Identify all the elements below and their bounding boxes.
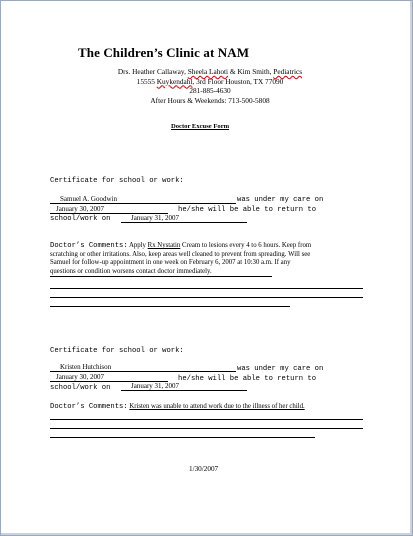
- care-date-1: January 30, 2007: [50, 205, 168, 214]
- certificate-label-2: Certificate for school or work:: [50, 347, 184, 355]
- comment-line4-1: questions or condition worsens contact doctor immediately.: [50, 267, 212, 275]
- patient-name-1: Samuel A. Goodwin: [50, 195, 236, 204]
- care-text-2: was under my care on: [237, 365, 324, 373]
- blank-line-1a: [50, 288, 363, 289]
- comment-rx-1: Rx Nystatin: [147, 242, 181, 249]
- blank-line-2a: [50, 419, 363, 420]
- blank-line-2c: [50, 437, 315, 438]
- doctors-specialty: Pediatrics: [273, 67, 303, 76]
- address-number: 15555: [136, 76, 157, 86]
- form-title: Doctor Excuse Form: [171, 123, 230, 130]
- doctors-prefix: Drs. Heather Callaway,: [117, 67, 188, 76]
- comment-underline-1: [50, 276, 272, 277]
- comments-block-2: [50, 403, 305, 412]
- comment-line3-1: Samuel for follow-up appointment in one week on February 6, 2007 at 10:30 a.m. If any: [50, 259, 291, 266]
- comment-rest-1: Cream to lesions every 4 to 6 hours. Keep from: [180, 242, 312, 249]
- doctors-mid: & Kim Smith,: [228, 67, 274, 76]
- return-prefix-1: school/work on: [50, 215, 111, 223]
- doctor-name-sheela: Sheela Lahoti: [187, 67, 229, 76]
- blank-line-1c: [50, 306, 290, 307]
- comment-line1-2: Kristen was unable to attend work due to the illness of her child.: [129, 403, 305, 410]
- doctors-line: [60, 67, 360, 76]
- comments-block-1: [50, 242, 311, 251]
- comments-label-2: Doctor’s Comments:: [50, 403, 128, 411]
- patient-name-2: Kristen Hutchison: [50, 363, 236, 372]
- address-line: [60, 77, 360, 86]
- return-date-1: January 31, 2007: [121, 214, 247, 223]
- return-text-1: he/she will be able to return to: [178, 206, 317, 214]
- return-prefix-2: school/work on: [50, 384, 111, 392]
- clinic-name: The Children’s Clinic at NAM: [78, 45, 250, 60]
- address-street: Kuykendahl: [156, 76, 193, 86]
- return-text-2: he/she will be able to return to: [178, 375, 317, 383]
- care-text-1: was under my care on: [237, 196, 324, 204]
- address-rest: , 3rd Floor Houston, TX 77090: [192, 76, 284, 86]
- blank-line-1b: [50, 297, 363, 298]
- after-hours-line: After Hours & Weekends: 713-500-5808: [150, 95, 270, 105]
- certificate-label-1: Certificate for school or work:: [50, 177, 184, 185]
- footer-date: 1/30/2007: [189, 465, 219, 473]
- phone-number: 281-885-4630: [189, 86, 231, 95]
- comment-line2-1: scratching or other irritations. Also, keep areas well cleaned to prevent from spreading. Will see: [50, 250, 311, 258]
- return-date-2: January 31, 2007: [121, 382, 247, 391]
- care-date-2: January 30, 2007: [50, 373, 168, 382]
- comments-label-1: Doctor’s Comments:: [50, 242, 128, 250]
- comment-apply-1: Apply: [127, 242, 148, 249]
- blank-line-2b: [50, 428, 363, 429]
